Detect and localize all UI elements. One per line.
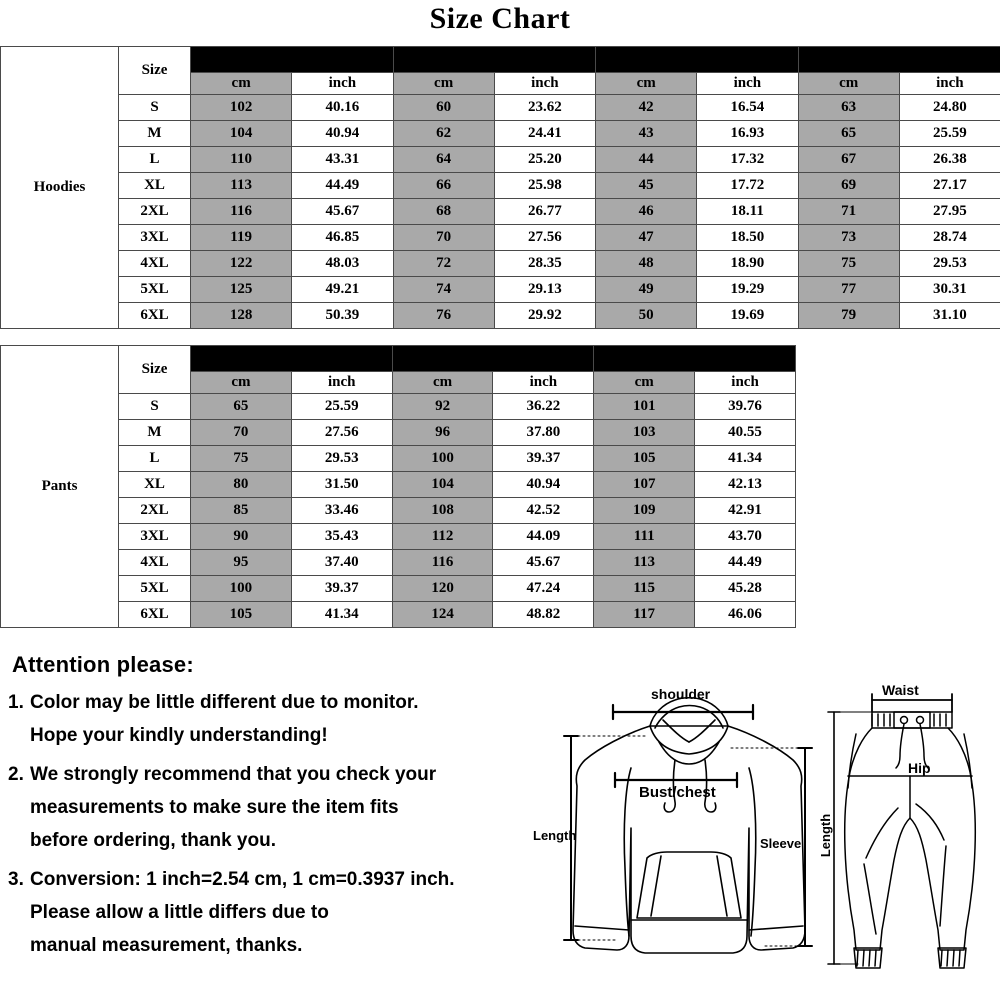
measurement-cell: 41.34 (291, 602, 392, 628)
measurement-cell: 43 (596, 121, 697, 147)
pants-group-label: Pants (1, 346, 119, 628)
measurement-cell: 70 (393, 225, 494, 251)
measurement-cell: 119 (191, 225, 292, 251)
measurement-cell: 36.22 (493, 394, 594, 420)
attention-item-number: 2. (8, 764, 24, 785)
measurement-cell: 30.31 (899, 277, 1000, 303)
measurement-cell: 47.24 (493, 576, 594, 602)
table-row (1, 95, 1000, 121)
size-cell: XL (119, 173, 191, 199)
measurement-cell: 39.37 (493, 446, 594, 472)
measurement-cell: 113 (594, 550, 695, 576)
measurement-cell: 37.80 (493, 420, 594, 446)
measurement-cell: 29.53 (899, 251, 1000, 277)
hoodies-unit-header-cm: cm (191, 73, 292, 95)
pants-size-table (0, 345, 796, 628)
measurement-cell: 44 (596, 147, 697, 173)
page-title: Size Chart (429, 2, 571, 35)
size-cell: 6XL (119, 602, 191, 628)
size-cell: 3XL (119, 524, 191, 550)
measurement-cell: 18.90 (697, 251, 798, 277)
measurement-cell: 67 (798, 147, 899, 173)
measurement-cell: 33.46 (291, 498, 392, 524)
pants-unit-header-inch: inch (493, 372, 594, 394)
measurement-cell: 43.31 (292, 147, 393, 173)
table-row (1, 420, 796, 446)
measurement-cell: 44.49 (292, 173, 393, 199)
table-row (1, 303, 1000, 329)
measurement-diagrams (533, 668, 1000, 988)
table-row (1, 251, 1000, 277)
measurement-cell: 113 (191, 173, 292, 199)
table-header-row-measurements (1, 346, 796, 372)
measurement-cell: 47 (596, 225, 697, 251)
table-row (1, 446, 796, 472)
measurement-cell: 46.85 (292, 225, 393, 251)
measurement-cell: 24.41 (494, 121, 595, 147)
measurement-cell: 17.72 (697, 173, 798, 199)
pants-length-label: Length (818, 813, 834, 858)
measurement-cell: 45 (596, 173, 697, 199)
attention-item-text (30, 863, 558, 962)
measurement-cell: 45.67 (292, 199, 393, 225)
measurement-cell: 31.10 (899, 303, 1000, 329)
measurement-cell: 19.29 (697, 277, 798, 303)
measurement-cell: 101 (594, 394, 695, 420)
measurement-cell: 102 (191, 95, 292, 121)
measurement-cell: 105 (594, 446, 695, 472)
table-row (1, 576, 796, 602)
measurement-cell: 107 (594, 472, 695, 498)
measurement-cell: 49.21 (292, 277, 393, 303)
measurement-cell: 90 (191, 524, 292, 550)
hoodies-size-header: Size (119, 47, 191, 95)
measurement-cell: 18.50 (697, 225, 798, 251)
measurement-cell: 65 (191, 394, 292, 420)
attention-item-text (30, 758, 558, 857)
pants-measurement-diagram (820, 668, 1000, 983)
measurement-cell: 27.56 (494, 225, 595, 251)
size-cell: 2XL (119, 199, 191, 225)
measurement-cell: 29.92 (494, 303, 595, 329)
measurement-cell: 23.62 (494, 95, 595, 121)
measurement-cell: 39.76 (695, 394, 796, 420)
measurement-cell: 75 (798, 251, 899, 277)
measurement-cell: 42.52 (493, 498, 594, 524)
measurement-cell: 31.50 (291, 472, 392, 498)
attention-item (8, 686, 558, 752)
pants-unit-header-inch: inch (695, 372, 796, 394)
measurement-cell: 120 (392, 576, 493, 602)
attention-item-line: Conversion: 1 inch=2.54 cm, 1 cm=0.3937 inch. (30, 869, 455, 890)
hoodies-measurement-header-sleeve: Sleeve (393, 47, 596, 73)
measurement-cell: 42.13 (695, 472, 796, 498)
measurement-cell: 40.55 (695, 420, 796, 446)
measurement-cell: 72 (393, 251, 494, 277)
measurement-cell: 26.77 (494, 199, 595, 225)
hoodie-shoulder-label: shoulder (651, 686, 711, 702)
table-row (1, 472, 796, 498)
size-cell: 5XL (119, 576, 191, 602)
hoodie-bust-label: Bust/chest (639, 784, 716, 801)
table-header-row-measurements (1, 47, 1000, 73)
measurement-cell: 116 (191, 199, 292, 225)
measurement-cell: 41.34 (695, 446, 796, 472)
table-row (1, 121, 1000, 147)
measurement-cell: 75 (191, 446, 292, 472)
measurement-cell: 66 (393, 173, 494, 199)
measurement-cell: 18.11 (697, 199, 798, 225)
measurement-cell: 35.43 (291, 524, 392, 550)
pants-size-header: Size (119, 346, 191, 394)
measurement-cell: 26.38 (899, 147, 1000, 173)
measurement-cell: 68 (393, 199, 494, 225)
pants-illustration-svg (820, 668, 1000, 978)
measurement-cell: 111 (594, 524, 695, 550)
hoodies-unit-header-cm: cm (596, 73, 697, 95)
size-cell: L (119, 446, 191, 472)
table-row (1, 550, 796, 576)
attention-item (8, 758, 558, 857)
table-row (1, 147, 1000, 173)
measurement-cell: 115 (594, 576, 695, 602)
measurement-cell: 64 (393, 147, 494, 173)
measurement-cell: 122 (191, 251, 292, 277)
measurement-cell: 95 (191, 550, 292, 576)
measurement-cell: 24.80 (899, 95, 1000, 121)
measurement-cell: 45.28 (695, 576, 796, 602)
measurement-cell: 25.20 (494, 147, 595, 173)
measurement-cell: 69 (798, 173, 899, 199)
hoodie-measurement-diagram (533, 668, 820, 983)
table-row (1, 277, 1000, 303)
measurement-cell: 74 (393, 277, 494, 303)
table-row (1, 199, 1000, 225)
table-row (1, 602, 796, 628)
attention-item-line: Color may be little different due to monitor. (30, 692, 419, 713)
pants-unit-header-cm: cm (392, 372, 493, 394)
measurement-cell: 40.94 (493, 472, 594, 498)
measurement-cell: 46 (596, 199, 697, 225)
measurement-cell: 27.17 (899, 173, 1000, 199)
hoodies-measurement-header-length: Length (798, 47, 1000, 73)
measurement-cell: 76 (393, 303, 494, 329)
hoodie-illustration-svg (555, 668, 820, 978)
measurement-cell: 25.59 (899, 121, 1000, 147)
measurement-cell: 27.95 (899, 199, 1000, 225)
pants-unit-header-cm: cm (594, 372, 695, 394)
attention-item-number: 3. (8, 869, 24, 890)
attention-heading: Attention please: (12, 652, 194, 677)
measurement-cell: 124 (392, 602, 493, 628)
measurement-cell: 16.93 (697, 121, 798, 147)
hoodie-length-label: Length (533, 828, 577, 843)
measurement-cell: 48.03 (292, 251, 393, 277)
measurement-cell: 39.37 (291, 576, 392, 602)
measurement-cell: 40.16 (292, 95, 393, 121)
table-row (1, 173, 1000, 199)
hoodies-unit-header-inch: inch (697, 73, 798, 95)
measurement-cell: 117 (594, 602, 695, 628)
attention-item-line: Hope your kindly understanding! (30, 725, 328, 746)
hoodies-measurement-header-bust: Bust (191, 47, 394, 73)
measurement-cell: 28.74 (899, 225, 1000, 251)
measurement-cell: 40.94 (292, 121, 393, 147)
measurement-cell: 19.69 (697, 303, 798, 329)
measurement-cell: 79 (798, 303, 899, 329)
table-row (1, 524, 796, 550)
pants-measurement-header-waist: Waist (191, 346, 393, 372)
measurement-cell: 25.98 (494, 173, 595, 199)
table-row (1, 498, 796, 524)
measurement-cell: 48.82 (493, 602, 594, 628)
measurement-cell: 44.49 (695, 550, 796, 576)
measurement-cell: 60 (393, 95, 494, 121)
measurement-cell: 103 (594, 420, 695, 446)
measurement-cell: 110 (191, 147, 292, 173)
measurement-cell: 109 (594, 498, 695, 524)
attention-item-line: before ordering, thank you. (30, 830, 276, 851)
attention-section (8, 652, 558, 968)
hoodie-sleeve-label: Sleeve (760, 836, 802, 851)
measurement-cell: 100 (392, 446, 493, 472)
measurement-cell: 80 (191, 472, 292, 498)
hoodies-unit-header-cm: cm (798, 73, 899, 95)
measurement-cell: 43.70 (695, 524, 796, 550)
measurement-cell: 17.32 (697, 147, 798, 173)
measurement-cell: 96 (392, 420, 493, 446)
measurement-cell: 42.91 (695, 498, 796, 524)
pants-unit-header-cm: cm (191, 372, 292, 394)
hoodies-group-label: Hoodies (1, 47, 119, 329)
measurement-cell: 104 (392, 472, 493, 498)
size-cell: S (119, 95, 191, 121)
size-cell: 3XL (119, 225, 191, 251)
measurement-cell: 73 (798, 225, 899, 251)
attention-item (8, 863, 558, 962)
measurement-cell: 104 (191, 121, 292, 147)
size-cell: 4XL (119, 251, 191, 277)
measurement-cell: 70 (191, 420, 292, 446)
size-cell: L (119, 147, 191, 173)
measurement-cell: 29.53 (291, 446, 392, 472)
attention-item-line: We strongly recommend that you check your (30, 764, 437, 785)
measurement-cell: 71 (798, 199, 899, 225)
pants-hip-label: Hip (908, 760, 931, 776)
measurement-cell: 85 (191, 498, 292, 524)
measurement-cell: 37.40 (291, 550, 392, 576)
measurement-cell: 45.67 (493, 550, 594, 576)
measurement-cell: 105 (191, 602, 292, 628)
hoodies-unit-header-inch: inch (899, 73, 1000, 95)
pants-unit-header-inch: inch (291, 372, 392, 394)
attention-item-number: 1. (8, 692, 24, 713)
size-cell: S (119, 394, 191, 420)
measurement-cell: 116 (392, 550, 493, 576)
measurement-cell: 125 (191, 277, 292, 303)
attention-item-line: manual measurement, thanks. (30, 935, 303, 956)
hoodies-unit-header-inch: inch (494, 73, 595, 95)
size-cell: XL (119, 472, 191, 498)
measurement-cell: 108 (392, 498, 493, 524)
hoodies-unit-header-cm: cm (393, 73, 494, 95)
measurement-cell: 42 (596, 95, 697, 121)
table-row (1, 394, 796, 420)
pants-waist-label: Waist (882, 682, 919, 698)
measurement-cell: 92 (392, 394, 493, 420)
measurement-cell: 44.09 (493, 524, 594, 550)
size-cell: M (119, 420, 191, 446)
measurement-cell: 62 (393, 121, 494, 147)
size-cell: 4XL (119, 550, 191, 576)
measurement-cell: 77 (798, 277, 899, 303)
measurement-cell: 27.56 (291, 420, 392, 446)
measurement-cell: 112 (392, 524, 493, 550)
hoodies-unit-header-inch: inch (292, 73, 393, 95)
measurement-cell: 63 (798, 95, 899, 121)
measurement-cell: 65 (798, 121, 899, 147)
pants-measurement-header-length: Length (594, 346, 796, 372)
size-cell: 2XL (119, 498, 191, 524)
hoodies-measurement-header-shoulder: Shoulder (596, 47, 799, 73)
measurement-cell: 29.13 (494, 277, 595, 303)
attention-item-list (8, 686, 558, 962)
attention-item-line: Please allow a little differs due to (30, 902, 329, 923)
pants-measurement-header-hip: Hip (392, 346, 594, 372)
measurement-cell: 49 (596, 277, 697, 303)
measurement-cell: 50 (596, 303, 697, 329)
attention-item-line: measurements to make sure the item fits (30, 797, 399, 818)
hoodies-size-table (0, 46, 1000, 329)
measurement-cell: 128 (191, 303, 292, 329)
attention-item-text (30, 686, 558, 752)
measurement-cell: 100 (191, 576, 292, 602)
measurement-cell: 50.39 (292, 303, 393, 329)
measurement-cell: 46.06 (695, 602, 796, 628)
measurement-cell: 48 (596, 251, 697, 277)
table-row (1, 225, 1000, 251)
measurement-cell: 28.35 (494, 251, 595, 277)
size-cell: 5XL (119, 277, 191, 303)
size-cell: M (119, 121, 191, 147)
measurement-cell: 16.54 (697, 95, 798, 121)
size-cell: 6XL (119, 303, 191, 329)
measurement-cell: 25.59 (291, 394, 392, 420)
